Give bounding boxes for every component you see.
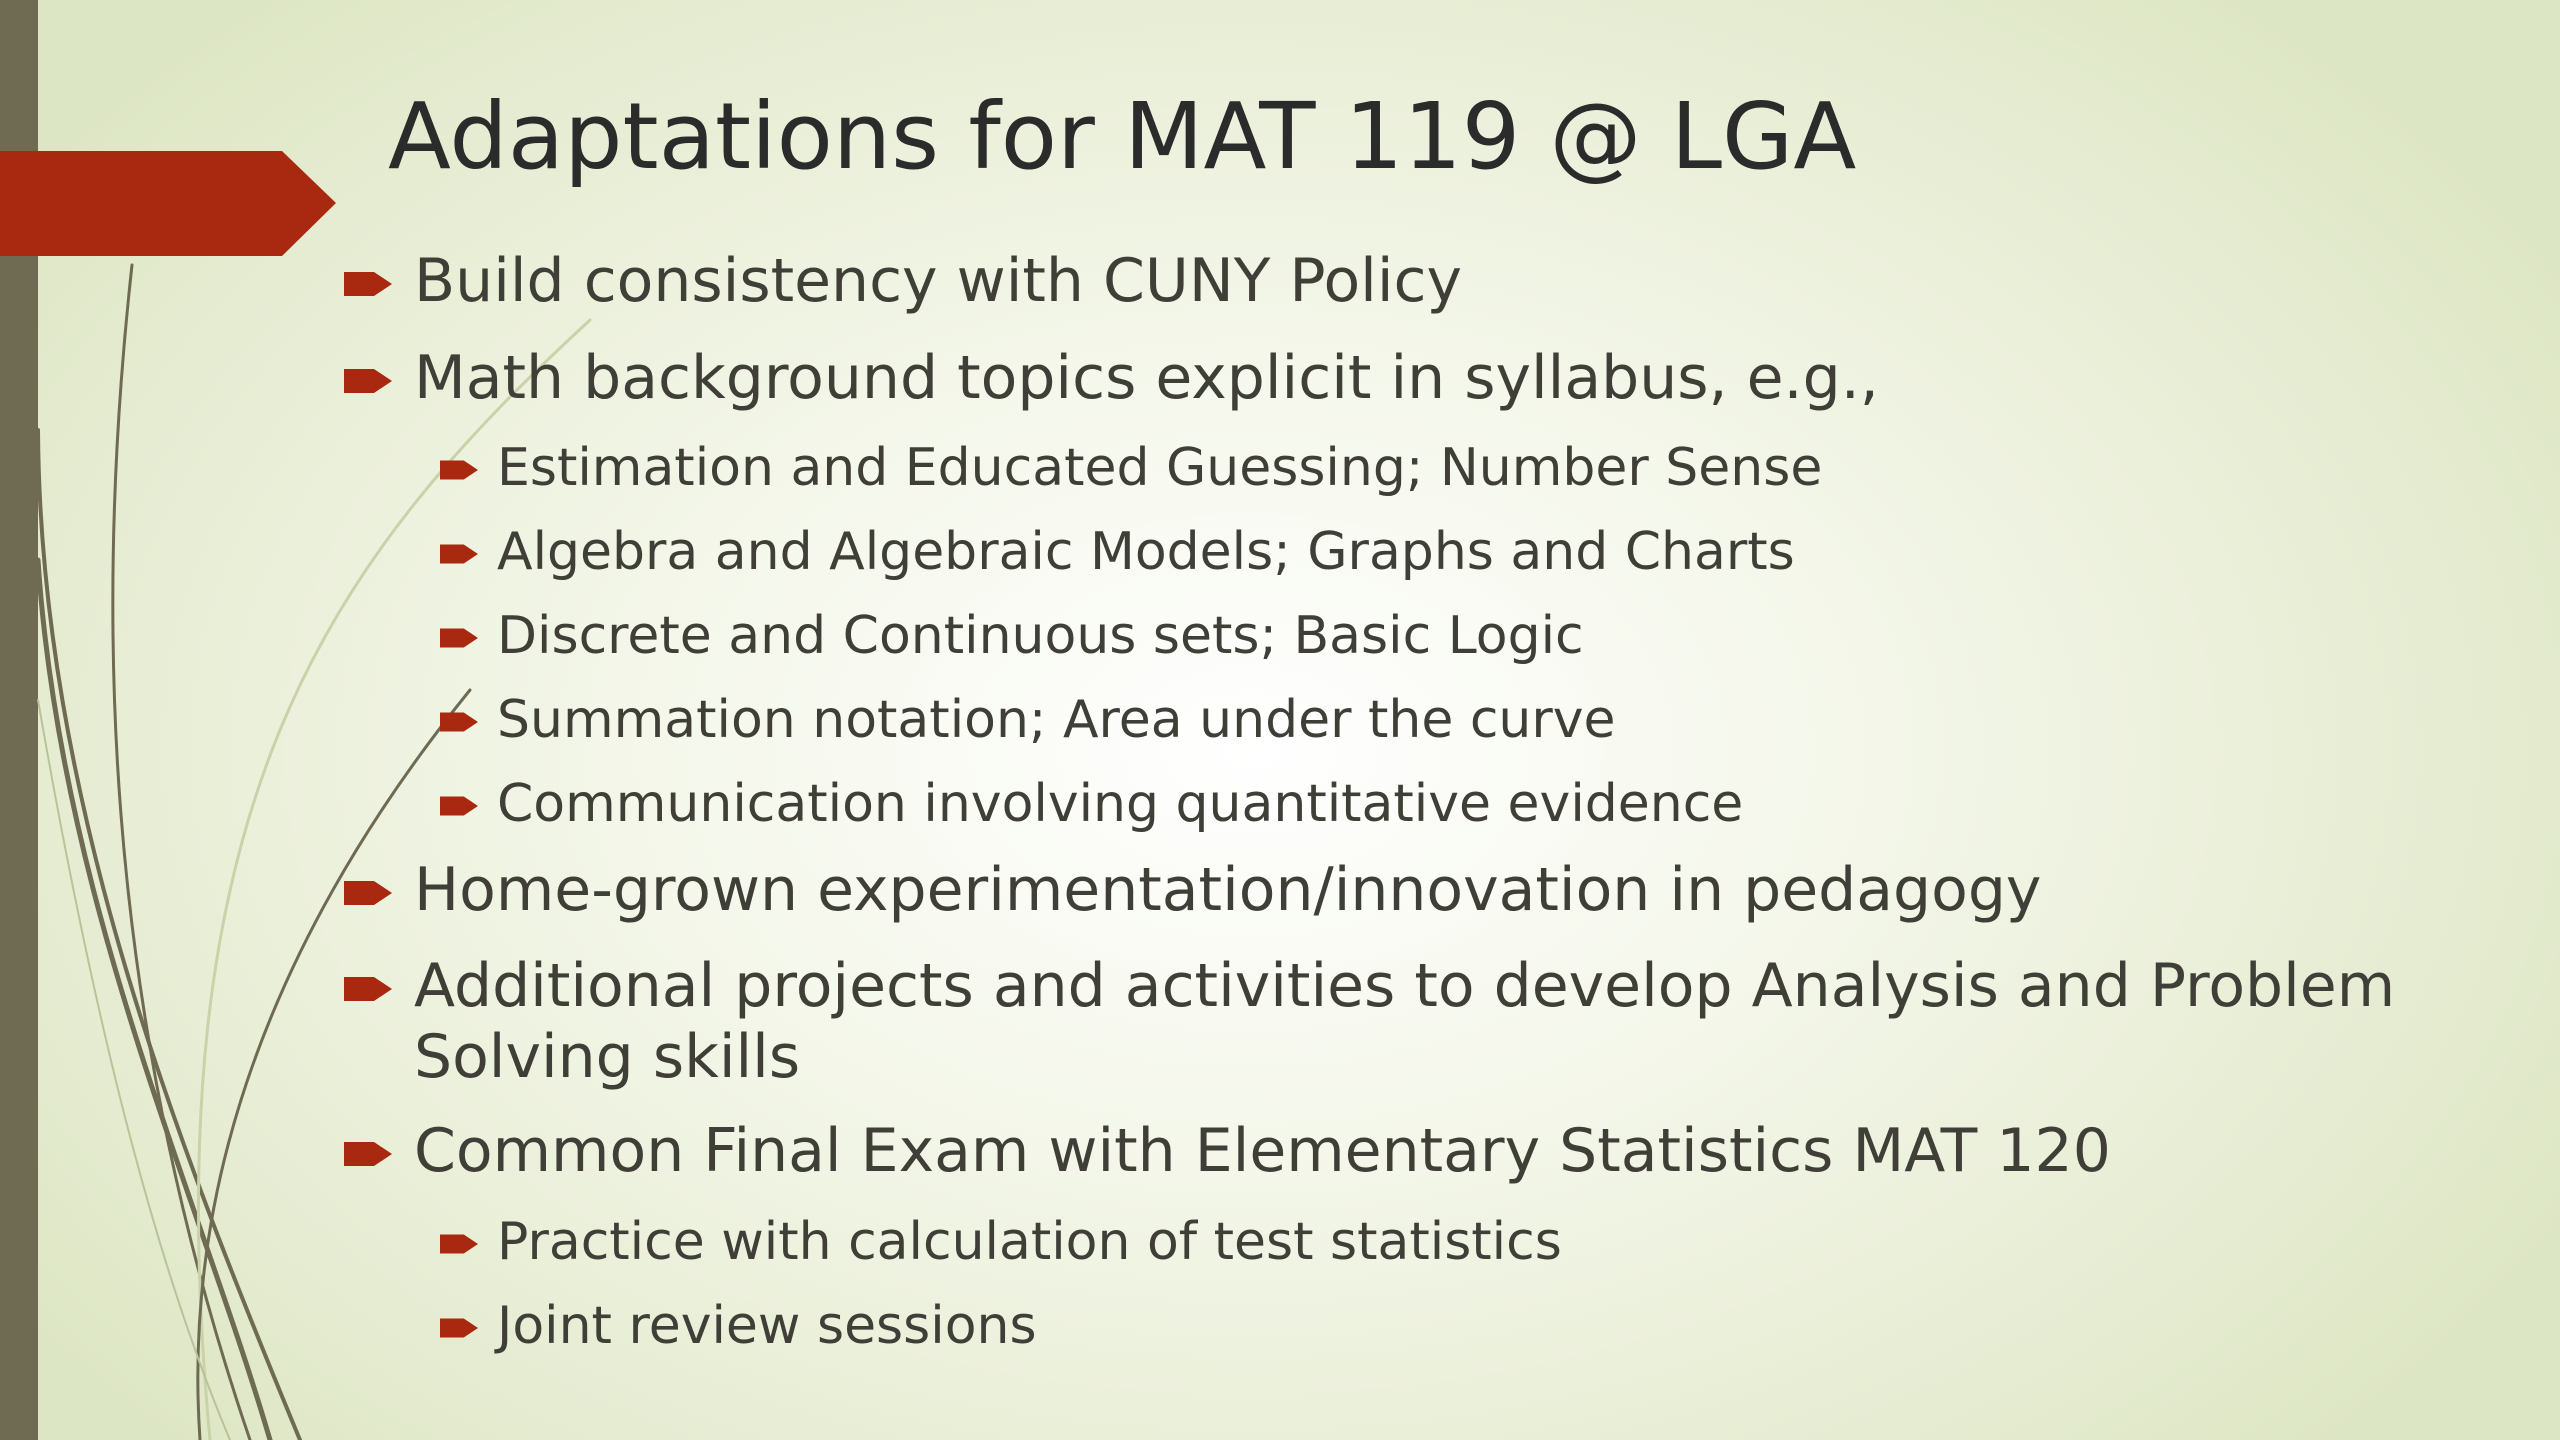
sub-bullet-item xyxy=(497,606,1584,667)
arrow-bullet-icon xyxy=(440,625,478,651)
arrow-bullet-icon xyxy=(344,1138,392,1170)
bullet-text: Math background topics explicit in syllabus, e.g., xyxy=(414,343,1879,413)
sub-bullet-item xyxy=(497,690,1616,751)
arrow-bullet-icon xyxy=(440,457,478,483)
bullet-item xyxy=(414,343,1879,414)
bullet-text: Common Final Exam with Elementary Statistics MAT 120 xyxy=(414,1116,2111,1186)
sub-bullet-text: Estimation and Educated Guessing; Number Sense xyxy=(497,438,1823,498)
sub-bullet-text: Joint review sessions xyxy=(497,1296,1037,1356)
sub-bullet-text: Practice with calculation of test statistics xyxy=(497,1212,1562,1272)
bullet-item xyxy=(414,246,1462,317)
sub-bullet-text: Communication involving quantitative evidence xyxy=(497,774,1744,834)
sub-bullet-item xyxy=(497,1212,1562,1273)
arrow-bullet-icon xyxy=(440,709,478,735)
arrow-bullet-icon xyxy=(440,793,478,819)
bullet-item xyxy=(414,855,2041,926)
sub-bullet-text: Discrete and Continuous sets; Basic Logic xyxy=(497,606,1584,666)
arrow-bullet-icon xyxy=(344,973,392,1005)
arrow-bullet-icon xyxy=(440,541,478,567)
sub-bullet-item xyxy=(497,774,1743,835)
arrow-bullet-icon xyxy=(344,365,392,397)
sub-bullet-item xyxy=(497,522,1795,583)
sub-bullet-item xyxy=(497,438,1822,499)
sub-bullet-text: Summation notation; Area under the curve xyxy=(497,690,1616,750)
sub-bullet-item xyxy=(497,1296,1037,1357)
bullet-item xyxy=(414,1116,2111,1187)
bullet-text: Build consistency with CUNY Policy xyxy=(414,246,1463,316)
sub-bullet-text: Algebra and Algebraic Models; Graphs and Charts xyxy=(497,522,1795,582)
slide-title: Adaptations for MAT 119 @ LGA xyxy=(388,83,1857,190)
bullet-item xyxy=(414,951,2494,1093)
arrow-bullet-icon xyxy=(344,877,392,909)
bullet-text: Additional projects and activities to develop Analysis and Problem Solving skills xyxy=(414,951,2396,1092)
arrow-bullet-icon xyxy=(440,1315,478,1341)
arrow-bullet-icon xyxy=(440,1231,478,1257)
bullet-text: Home-grown experimentation/innovation in pedagogy xyxy=(414,855,2042,925)
arrow-bullet-icon xyxy=(344,268,392,300)
